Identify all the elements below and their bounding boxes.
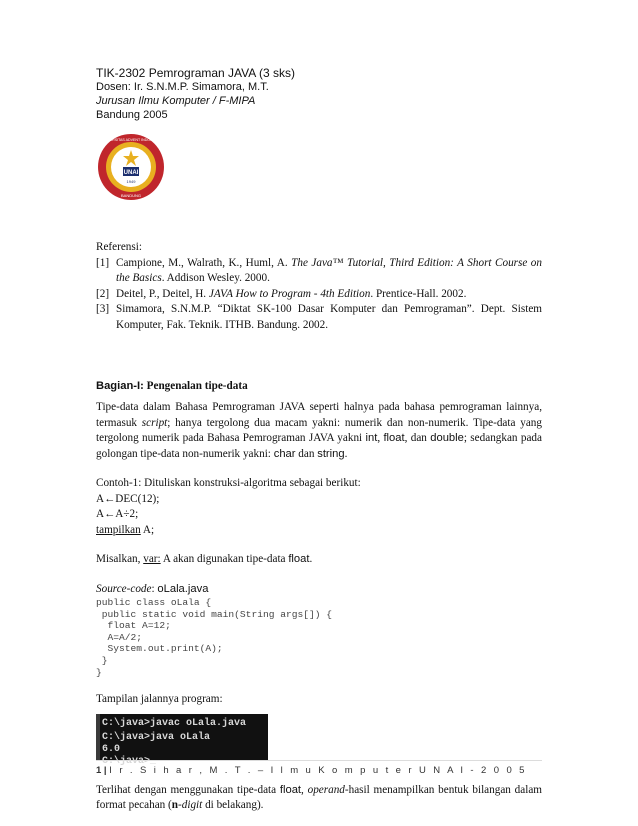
department: Jurusan Ilmu Komputer / F-MIPA bbox=[96, 95, 256, 107]
conclusion-paragraph: Terlihat dengan menggunakan tipe-data float, operand-hasil menampilkan bentuk bilangan dalam format pecahan (n-digit di belakang). bbox=[96, 783, 542, 812]
section-title: Bagian-I: Pengenalan tipe-data bbox=[96, 380, 248, 392]
code-line: } bbox=[96, 666, 102, 678]
page-number: 1 bbox=[96, 765, 102, 776]
code-line: public static void main(String args[]) { bbox=[96, 608, 333, 620]
source-code-block bbox=[96, 597, 542, 678]
variable-note: Misalkan, var: A akan digunakan tipe-data float. bbox=[96, 553, 313, 565]
city-year: Bandung 2005 bbox=[96, 109, 168, 121]
console-line: 6.0 bbox=[102, 743, 121, 755]
unai-logo bbox=[96, 132, 166, 202]
algorithm-line: tampilkan A; bbox=[96, 523, 155, 536]
algorithm-line: A←DEC(12); bbox=[96, 492, 160, 505]
svg-text:UNIVERSITAS ADVENT INDONESIA: UNIVERSITAS ADVENT INDONESIA bbox=[101, 138, 161, 142]
references-list bbox=[96, 256, 542, 334]
code-line: public class oLala { bbox=[96, 597, 212, 608]
svg-text:1949: 1949 bbox=[126, 179, 136, 184]
code-line: A=A/2; bbox=[96, 631, 143, 643]
code-line: } bbox=[96, 654, 108, 666]
source-code-label: Source-code: oLala.java bbox=[96, 582, 209, 595]
course-title: TIK-2302 Pemrograman JAVA (3 sks) bbox=[96, 66, 295, 80]
console-line: C:\java>javac oLala.java bbox=[102, 717, 247, 729]
references-heading: Referensi: bbox=[96, 241, 142, 253]
algorithm-line: A←A÷2; bbox=[96, 508, 139, 520]
reference-item: [2] Deitel, P., Deitel, H. JAVA How to Program - 4th Edition. Prentice-Hall. 2002. bbox=[96, 287, 467, 300]
output-caption: Tampilan jalannya program: bbox=[96, 693, 223, 706]
code-line: float A=12; bbox=[96, 620, 171, 632]
lecturer: Dosen: Ir. S.N.M.P. Simamora, M.T. bbox=[96, 81, 269, 93]
console-line: C:\java>_ bbox=[102, 755, 157, 767]
footer-text: I r . S i h a r , M . T . – I l m u K o m p u t e r U N A I - 2 0 0 5 bbox=[109, 765, 527, 776]
reference-item: [3] Simamora, S.N.M.P. “Diktat SK-100 Dasar Komputer dan Pemrograman”. Dept. Sistem Komputer, Fak. Teknik. ITHB. Bandung. 2002. bbox=[96, 303, 542, 331]
svg-text:UNAI: UNAI bbox=[123, 170, 139, 176]
page-footer: 1 | I r . S i h a r , M . T . – I l m u K o m p u t e r U N A I - 2 0 0 5 bbox=[96, 760, 542, 776]
console-line: C:\java>java oLala bbox=[102, 731, 211, 743]
intro-paragraph: Tipe-data dalam Bahasa Pemrograman JAVA seperti halnya pada bahasa pemrograman lainnya, termasuk script; hanya tergolong dua macam yakni: numerik dan non-numerik. Tipe-data yang tergolong numerik pada Bahasa Pemrograman JAVA yakni int, float, dan double; sedangkan pada golongan tipe-data non-numerik yakni: char dan string. bbox=[96, 401, 542, 460]
reference-item: [1] Campione, M., Walrath, K., Huml, A. The Java™ Tutorial, Third Edition: A Short Course on the Basics. Addison Wesley. 2000. bbox=[96, 256, 542, 284]
console-output bbox=[96, 714, 268, 767]
svg-text:BANDUNG: BANDUNG bbox=[120, 193, 142, 198]
example-intro: Contoh-1: Dituliskan konstruksi-algoritma sebagai berikut: bbox=[96, 477, 361, 489]
document-page bbox=[96, 66, 542, 814]
code-line: System.out.print(A); bbox=[96, 643, 223, 655]
